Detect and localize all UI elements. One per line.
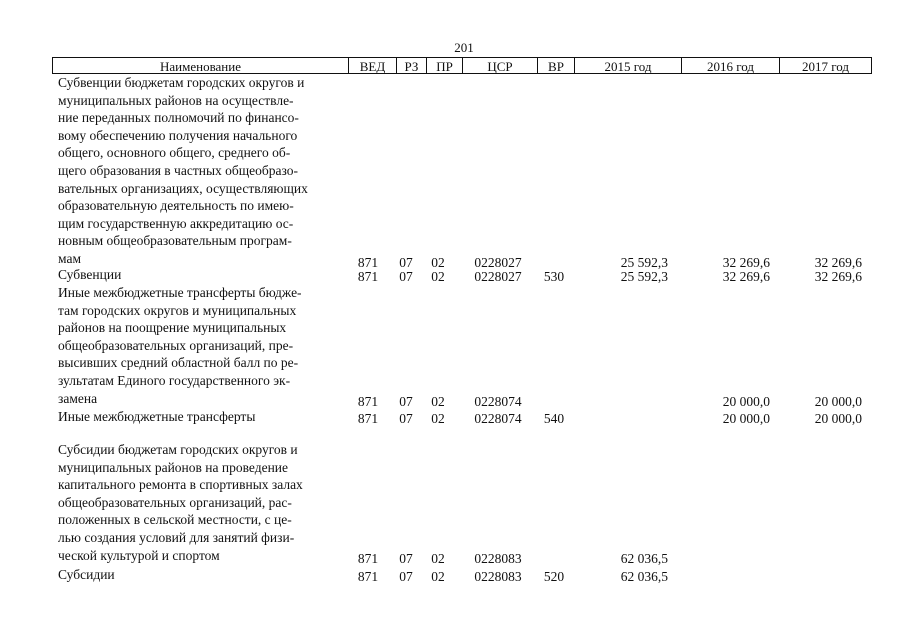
row-name-line: мам (58, 250, 81, 266)
header-csr: ЦСР (463, 57, 538, 74)
cell-y2016: 32 269,6 (722, 269, 770, 284)
row-name-line: там городских округов и муниципальных (58, 302, 297, 318)
cell-pr: 02 (431, 411, 445, 426)
page-number: 201 (454, 40, 474, 55)
cell-rz: 07 (399, 269, 413, 284)
row-name-line: Субвенции бюджетам городских округов и (58, 75, 305, 90)
cell-ved: 871 (357, 393, 379, 409)
row-name-line: муниципальных районов на проведение (58, 459, 289, 475)
cell-csr: 0228074 (474, 393, 522, 409)
row-name (58, 566, 348, 584)
cell-y2017: 20 000,0 (814, 393, 862, 409)
row-name-line: общеобразовательных организаций, рас- (58, 494, 292, 510)
header-name: Наименование (52, 57, 349, 74)
row-name-line: Субсидии (58, 567, 115, 582)
row-name (58, 284, 348, 407)
cell-csr: 0228074 (474, 411, 522, 426)
cell-y2015: 62 036,5 (620, 550, 668, 566)
row-name-line: Субсидии бюджетам городских округов и (58, 442, 298, 457)
cell-vr: 540 (543, 411, 565, 426)
cell-ved: 871 (357, 269, 379, 284)
header-2015: 2015 год (575, 57, 682, 74)
row-name-line: образовательную деятельность по имею- (58, 198, 294, 214)
cell-y2016: 32 269,6 (722, 255, 770, 270)
header-2017: 2017 год (780, 57, 872, 74)
cell-y2017: 20 000,0 (814, 411, 862, 426)
cell-csr: 0228027 (474, 255, 522, 270)
cell-ved: 871 (357, 569, 379, 584)
row-name-line: вательных организациях, осуществляющих (58, 180, 308, 196)
cell-y2015: 25 592,3 (620, 255, 668, 270)
cell-vr: 530 (543, 269, 565, 284)
row-name-line: щим государственную аккредитацию ос- (58, 215, 294, 231)
row-name-line: Иные межбюджетные трансферты (58, 409, 256, 424)
row-name-line: щего образования в частных общеобразо- (58, 162, 299, 178)
row-name (58, 408, 348, 426)
cell-csr: 0228083 (474, 569, 522, 584)
row-name-line: высивших средний областной балл по ре- (58, 355, 299, 371)
cell-y2017: 32 269,6 (814, 269, 862, 284)
cell-rz: 07 (399, 255, 413, 270)
cell-ved: 871 (357, 411, 379, 426)
cell-rz: 07 (399, 411, 413, 426)
cell-csr: 0228027 (474, 269, 522, 284)
cell-ved: 871 (357, 255, 379, 270)
row-name-line: Иные межбюджетные трансферты бюдже- (58, 285, 302, 300)
cell-y2015: 62 036,5 (620, 569, 668, 584)
cell-csr: 0228083 (474, 550, 522, 566)
header-rz: РЗ (397, 57, 427, 74)
cell-pr: 02 (431, 393, 445, 409)
row-name-line: Субвенции (58, 267, 122, 282)
cell-y2015: 25 592,3 (620, 269, 668, 284)
cell-ved: 871 (357, 550, 379, 566)
cell-pr: 02 (431, 269, 445, 284)
header-ved: ВЕД (349, 57, 397, 74)
cell-pr: 02 (431, 255, 445, 270)
row-name-line: новным общеобразовательным програм- (58, 233, 292, 249)
row-name-line: ческой культурой и спортом (58, 547, 220, 563)
row-name-line: муниципальных районов на осуществле- (58, 92, 294, 108)
row-name-line: вому обеспечению получения начального (58, 127, 298, 143)
row-name-line: районов на поощрение муниципальных (58, 320, 287, 336)
header-vr: ВР (538, 57, 575, 74)
header-2016: 2016 год (682, 57, 780, 74)
cell-pr: 02 (431, 569, 445, 584)
row-name (58, 266, 348, 284)
row-name-line: общеобразовательных организаций, пре- (58, 337, 294, 353)
row-name-line: зультатам Единого государственного эк- (58, 372, 291, 388)
row-name-line: ние переданных полномочий по финансо- (58, 110, 299, 126)
cell-vr: 520 (543, 569, 565, 584)
header-pr: ПР (427, 57, 463, 74)
row-name-line: капитального ремонта в спортивных залах (58, 477, 303, 493)
cell-y2017: 32 269,6 (814, 255, 862, 270)
row-name-line: общего, основного общего, среднего об- (58, 145, 291, 161)
row-name (58, 441, 348, 564)
cell-y2016: 20 000,0 (722, 411, 770, 426)
row-name (58, 74, 348, 268)
row-name-line: положенных в сельской местности, с це- (58, 512, 292, 528)
cell-rz: 07 (399, 550, 413, 566)
cell-y2016: 20 000,0 (722, 393, 770, 409)
cell-rz: 07 (399, 393, 413, 409)
row-name-line: лью создания условий для занятий физи- (58, 529, 295, 545)
row-name-line: замена (58, 390, 98, 406)
cell-pr: 02 (431, 550, 445, 566)
cell-rz: 07 (399, 569, 413, 584)
